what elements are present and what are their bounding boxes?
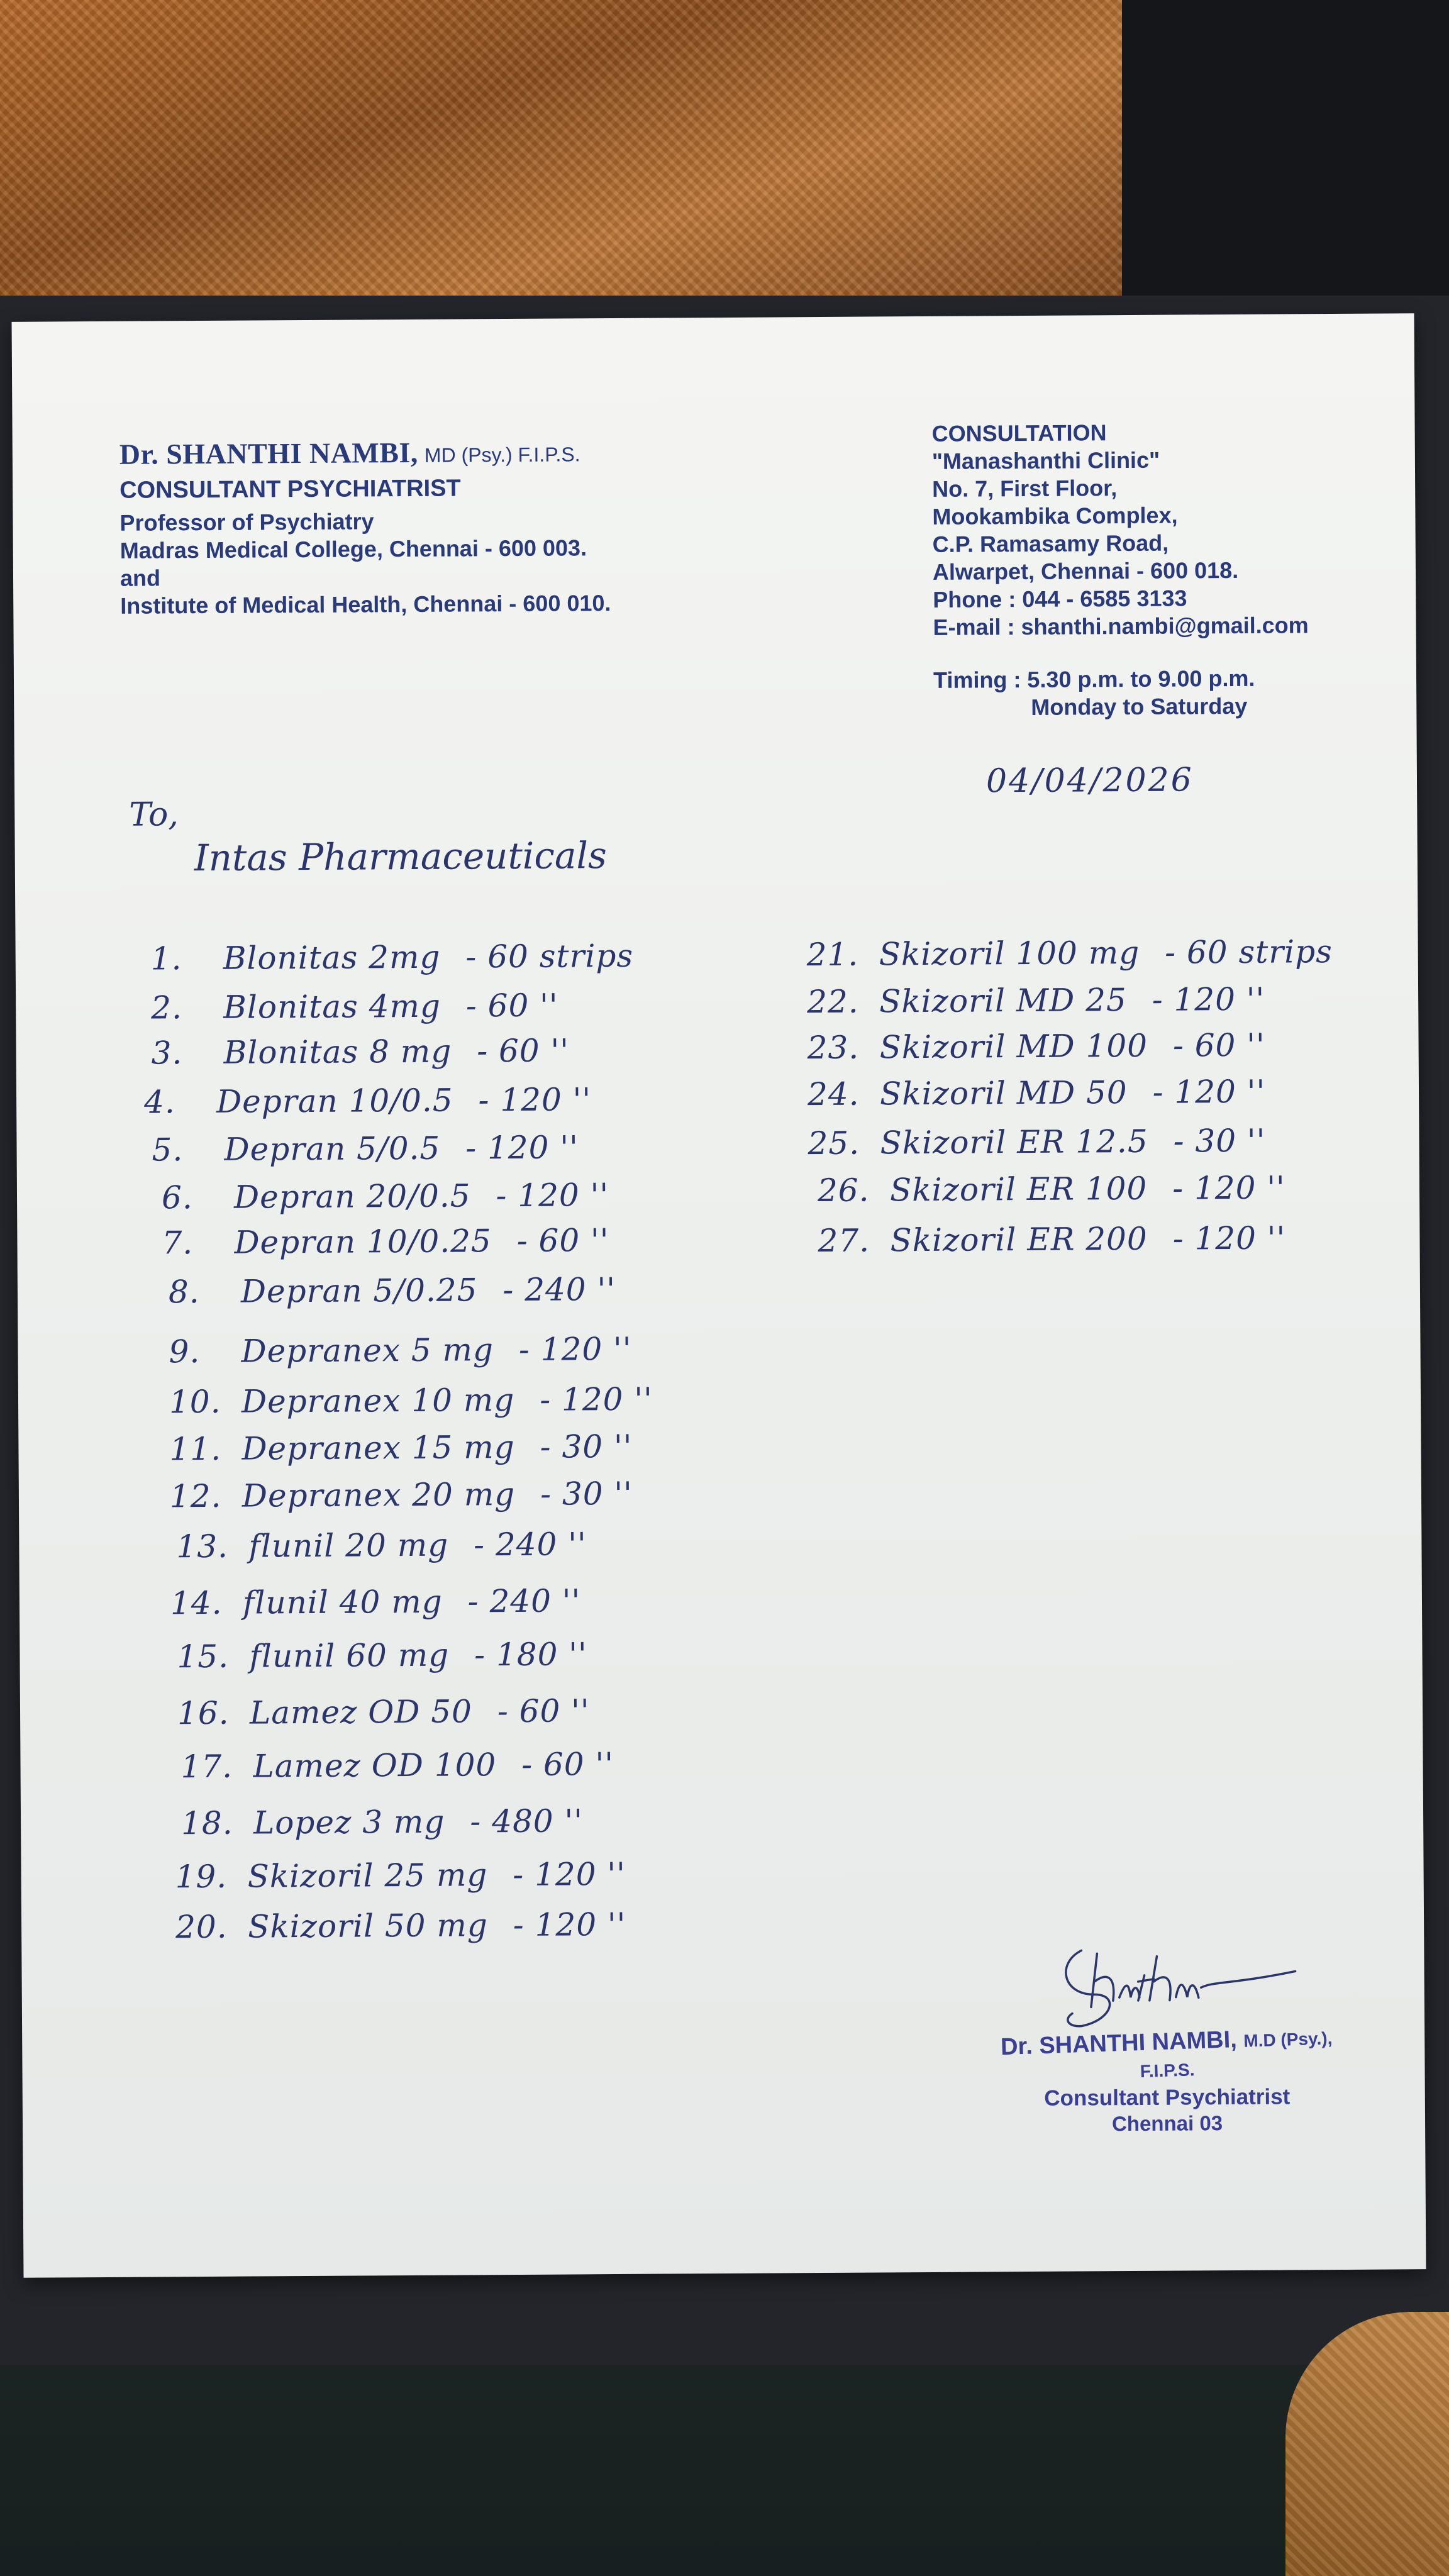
medicine-list-item [151,938,634,977]
medicine-name: Lopez 3 mg [253,1803,445,1841]
stamp-name-line [990,2023,1343,2089]
letterhead-line: Madras Medical College, Chennai - 600 003. [119,535,587,564]
address-line: C.P. Ramasamy Road, [932,530,1169,557]
medicine-quantity: - 30 '' [1173,1122,1266,1160]
medicine-quantity: - 120 '' [513,1906,626,1944]
item-number: 5. [152,1131,184,1169]
letterhead-line: Professor of Psychiatry [119,508,374,536]
item-number: 24. [807,1075,860,1113]
item-number: 26. [817,1172,870,1209]
letterhead-left [119,435,611,620]
medicine-name: Depranex 5 mg [241,1331,494,1370]
medicine-name: Lamez OD 50 [249,1693,473,1731]
medicine-name: Skizoril MD 50 [879,1074,1128,1113]
medicine-quantity: - 120 '' [513,1855,626,1894]
clinic-name: "Manashanthi Clinic" [931,447,1160,474]
medicine-list-item [808,1123,1265,1162]
medicine-list-item [162,1222,609,1261]
medicine-list-item [151,1032,569,1071]
medicine-name: Skizoril ER 200 [890,1220,1148,1259]
medicine-name: Depran 5/0.25 [240,1272,478,1310]
medicine-quantity: - 60 strips [1165,933,1333,971]
medicine-list-item [162,1177,609,1216]
medicine-list-item [818,1219,1285,1259]
medicine-name: Blonitas 2mg [223,938,441,977]
item-number: 1. [150,940,182,977]
medicine-list-item [169,1428,632,1467]
medicine-name: Skizoril MD 100 [879,1027,1148,1066]
letter-paper [12,313,1426,2278]
medicine-quantity: - 240 '' [473,1526,587,1563]
medicine-quantity: - 120 '' [1152,980,1265,1018]
item-number: 12. [169,1477,222,1515]
address-line: Mookambika Complex, [932,502,1178,530]
medicine-name: Skizoril MD 25 [879,982,1127,1020]
medicine-list-item [180,1746,614,1785]
medicine-list-item [807,933,1333,973]
medicine-list-item [181,1802,583,1841]
medicine-quantity: - 240 '' [467,1582,581,1620]
recipient-name: Intas Pharmaceuticals [194,834,607,880]
lower-cloth-background [0,2365,1449,2576]
item-number: 13. [176,1528,229,1565]
medicine-quantity: - 60 strips [465,937,634,975]
medicine-list-item [175,1906,626,1945]
medicine-list-item [169,1271,616,1310]
medicine-quantity: - 120 '' [496,1177,609,1214]
medicine-list-item [807,981,1265,1020]
handwritten-signature [1043,1936,1308,2033]
medicine-name: Depranex 20 mg [242,1475,516,1514]
letter-date: 04/04/2026 [985,761,1194,801]
medicine-list-item [177,1636,587,1675]
item-number: 7. [162,1224,194,1262]
medicine-name: Skizoril ER 12.5 [880,1123,1148,1162]
doctor-name: Dr. SHANTHI NAMBI, [119,436,418,470]
item-number: 11. [169,1430,222,1468]
doctor-qualifications: MD (Psy.) F.I.P.S. [424,443,580,467]
medicine-quantity: - 120 '' [478,1081,592,1119]
medicine-name: Skizoril 50 mg [247,1907,488,1945]
medicine-name: Depranex 10 mg [241,1381,515,1420]
stamp-qualifications: M.D (Psy.), F.I.P.S. [1140,2028,1333,2082]
medicine-quantity: - 30 '' [540,1428,633,1465]
doctor-stamp [991,2028,1343,2136]
salutation-to: To, [129,796,179,834]
medicine-list-item [177,1692,590,1731]
letterhead-consultation [932,418,1309,722]
medicine-quantity: - 60 '' [497,1692,590,1730]
medicine-list-item [169,1331,631,1370]
item-number: 4. [143,1084,175,1121]
item-number: 16. [177,1694,230,1732]
medicine-name: Depranex 15 mg [242,1428,515,1467]
medicine-name: Skizoril 25 mg [247,1857,488,1895]
medicine-list-item [170,1475,633,1514]
medicine-quantity: - 120 '' [465,1129,579,1167]
medicine-list-item [176,1526,587,1565]
item-number: 19. [175,1858,228,1896]
medicine-quantity: - 30 '' [540,1475,633,1513]
item-number: 8. [168,1274,200,1311]
timing-hours: Timing : 5.30 p.m. to 9.00 p.m. [933,665,1255,693]
stamp-doctor-name: Dr. SHANTHI NAMBI, [1000,2026,1238,2061]
email-address: E-mail : shanthi.nambi@gmail.com [933,612,1309,640]
medicine-name: Blonitas 8 mg [223,1033,452,1071]
item-number: 25. [808,1124,860,1162]
medicine-quantity: - 60 '' [1172,1026,1265,1064]
medicine-name: flunil 20 mg [248,1526,449,1565]
stamp-role: Consultant Psychiatrist [1044,2084,1291,2111]
medicine-name: Skizoril ER 100 [889,1170,1148,1209]
medicine-list-item [807,1027,1265,1066]
item-number: 2. [151,989,183,1026]
item-number: 18. [180,1804,233,1842]
doctor-title: CONSULTANT PSYCHIATRIST [119,475,461,504]
medicine-quantity: - 120 '' [1152,1073,1266,1111]
medicine-quantity: - 60 '' [477,1032,570,1070]
medicine-quantity: - 60 '' [516,1222,609,1259]
medicine-name: flunil 60 mg [249,1636,450,1675]
doctor-name-line [119,435,610,471]
medicine-list-item [144,1081,591,1120]
medicine-name: Skizoril 100 mg [879,934,1140,973]
phone-number: Phone : 044 - 6585 3133 [933,585,1187,613]
medicine-name: flunil 40 mg [242,1583,443,1621]
medicine-list-item [175,1856,626,1895]
item-number: 3. [151,1035,183,1072]
medicine-name: Blonitas 4mg [223,987,441,1026]
medicine-quantity: - 60 '' [465,987,558,1024]
address-line: No. 7, First Floor, [932,475,1118,502]
medicine-list-item [151,987,558,1026]
address-line: Alwarpet, Chennai - 600 018. [932,557,1239,585]
medicine-list-item [152,1129,579,1168]
consultation-heading: CONSULTATION [931,419,1107,447]
letterhead-line: and [119,565,161,591]
stamp-city: Chennai 03 [1111,2111,1223,2136]
letterhead-line: Institute of Medical Health, Chennai - 600 010. [120,590,611,619]
item-number: 23. [807,1029,860,1067]
medicine-name: Depran 10/0.25 [234,1223,492,1261]
item-number: 6. [161,1179,193,1216]
medicine-name: Depran 10/0.5 [216,1082,453,1120]
medicine-name: Lamez OD 100 [253,1746,497,1785]
item-number: 17. [180,1748,233,1785]
medicine-quantity: - 480 '' [470,1802,584,1840]
medicine-name: Depran 5/0.5 [224,1130,441,1168]
medicine-quantity: - 120 '' [518,1330,632,1368]
medicine-quantity: - 240 '' [502,1271,616,1309]
medicine-list-item [170,1582,581,1621]
medicine-quantity: - 120 '' [1172,1169,1286,1207]
medicine-quantity: - 60 '' [521,1746,614,1783]
medicine-quantity: - 120 '' [1172,1219,1286,1257]
medicine-list-item [808,1074,1266,1113]
medicine-quantity: - 180 '' [474,1636,587,1674]
medicine-quantity: - 120 '' [540,1380,653,1418]
item-number: 15. [177,1638,230,1675]
item-number: 20. [175,1908,228,1946]
item-number: 14. [170,1584,223,1622]
timing-days: Monday to Saturday [1031,692,1248,720]
item-number: 22. [806,983,859,1021]
medicine-list-item [818,1169,1285,1209]
item-number: 9. [169,1333,201,1370]
item-number: 21. [806,936,859,974]
medicine-list-item [169,1381,653,1421]
item-number: 27. [818,1222,870,1260]
item-number: 10. [169,1383,221,1421]
medicine-name: Depran 20/0.5 [233,1177,471,1216]
